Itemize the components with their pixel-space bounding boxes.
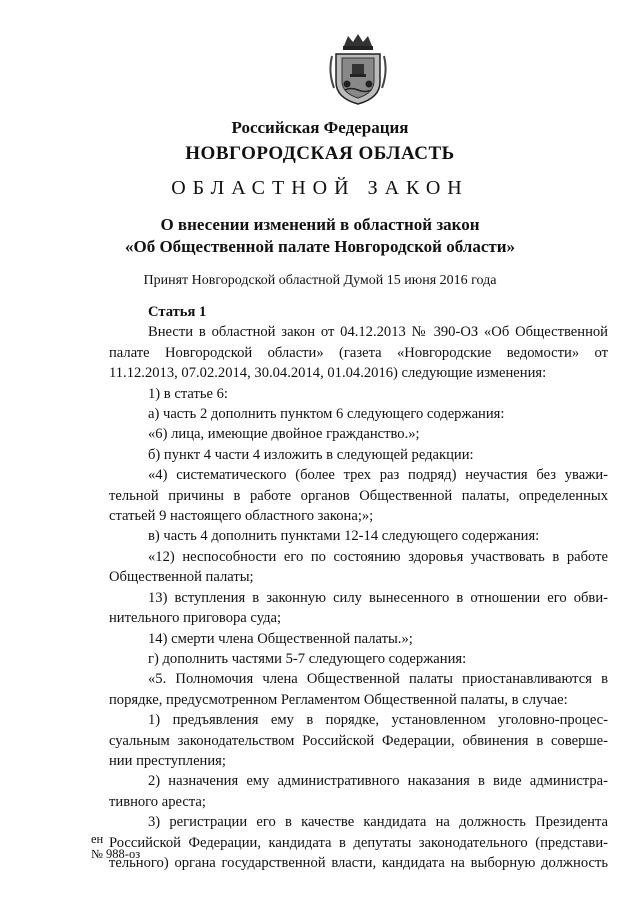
body-line: «4) систематического (более трех раз подряд) неучастия без уважи- — [148, 467, 608, 484]
body-line: порядке, предусмотренном Регламентом Общественной палаты, в случае: — [109, 691, 568, 708]
law-type-heading: ОБЛАСТНОЙ ЗАКОН — [171, 177, 469, 199]
body-line: тельной причины в работе органов Общественной палаты, определенных — [109, 487, 608, 504]
law-body — [109, 302, 608, 873]
body-line: суальным законодательством Российской Федерации, обвинения в соверше- — [109, 732, 608, 749]
coat-of-arms-emblem — [328, 32, 388, 108]
body-line: 3) регистрации его в качестве кандидата на должность Президента — [148, 814, 608, 831]
body-line: нии преступления; — [109, 752, 226, 769]
body-line: г) дополнить частями 5-7 следующего содержания: — [148, 650, 467, 667]
body-line: нительного приговора суда; — [109, 610, 282, 627]
body-line: «12) неспособности его по состоянию здоровья участвовать в работе — [148, 548, 608, 565]
body-line: 1) в статье 6: — [148, 385, 228, 402]
region-name: НОВГОРОДСКАЯ ОБЛАСТЬ — [185, 143, 455, 164]
law-title-line-2: «Об Общественной палате Новгородской области» — [124, 237, 516, 256]
body-line: 11.12.2013, 07.02.2014, 30.04.2014, 01.04.2016) следующие изменения: — [109, 365, 547, 382]
body-line: Внести в областной закон от 04.12.2013 № 390-ОЗ «Об Общественной — [148, 324, 608, 341]
article-heading: Статья 1 — [148, 304, 207, 320]
body-line: б) пункт 4 части 4 изложить в следующей редакции: — [148, 446, 474, 463]
body-line: 2) назначения ему административного наказания в виде администра- — [148, 773, 608, 790]
body-line: Российской Федерации, кандидата в депутаты законодательного (представи- — [109, 834, 608, 851]
body-line: «5. Полномочия члена Общественной палаты приостанавливаются в — [148, 671, 608, 688]
author-initials: ен — [91, 832, 104, 846]
body-line: в) часть 4 дополнить пунктами 12-14 следующего содержания: — [148, 528, 540, 545]
federation-label: Российская Федерация — [231, 118, 409, 137]
body-line: а) часть 2 дополнить пунктом 6 следующего содержания: — [148, 406, 505, 423]
body-line: тивного ареста; — [109, 793, 206, 810]
law-title-line-1: О внесении изменений в областной закон — [160, 215, 480, 234]
body-line: 13) вступления в законную силу вынесенного в отношении его обви- — [148, 589, 608, 606]
body-line: тельного) органа государственной власти, кандидата на выборную должность — [109, 854, 608, 871]
body-line: Общественной палаты; — [109, 569, 254, 586]
document-number: № 988-оз — [91, 847, 141, 861]
adoption-note: Принят Новгородской областной Думой 15 июня 2016 года — [143, 273, 497, 288]
body-line: статьей 9 настоящего областного закона;»; — [109, 508, 374, 525]
body-line: палате Новгородской области» (газета «Новгородские ведомости» от — [109, 344, 608, 361]
body-line: 1) предъявления ему в порядке, установленном уголовно-процес- — [148, 712, 608, 729]
body-line: 14) смерти члена Общественной палаты.»; — [148, 630, 413, 647]
footer-note — [91, 832, 140, 862]
body-line: «6) лица, имеющие двойное гражданство.»; — [148, 426, 420, 443]
